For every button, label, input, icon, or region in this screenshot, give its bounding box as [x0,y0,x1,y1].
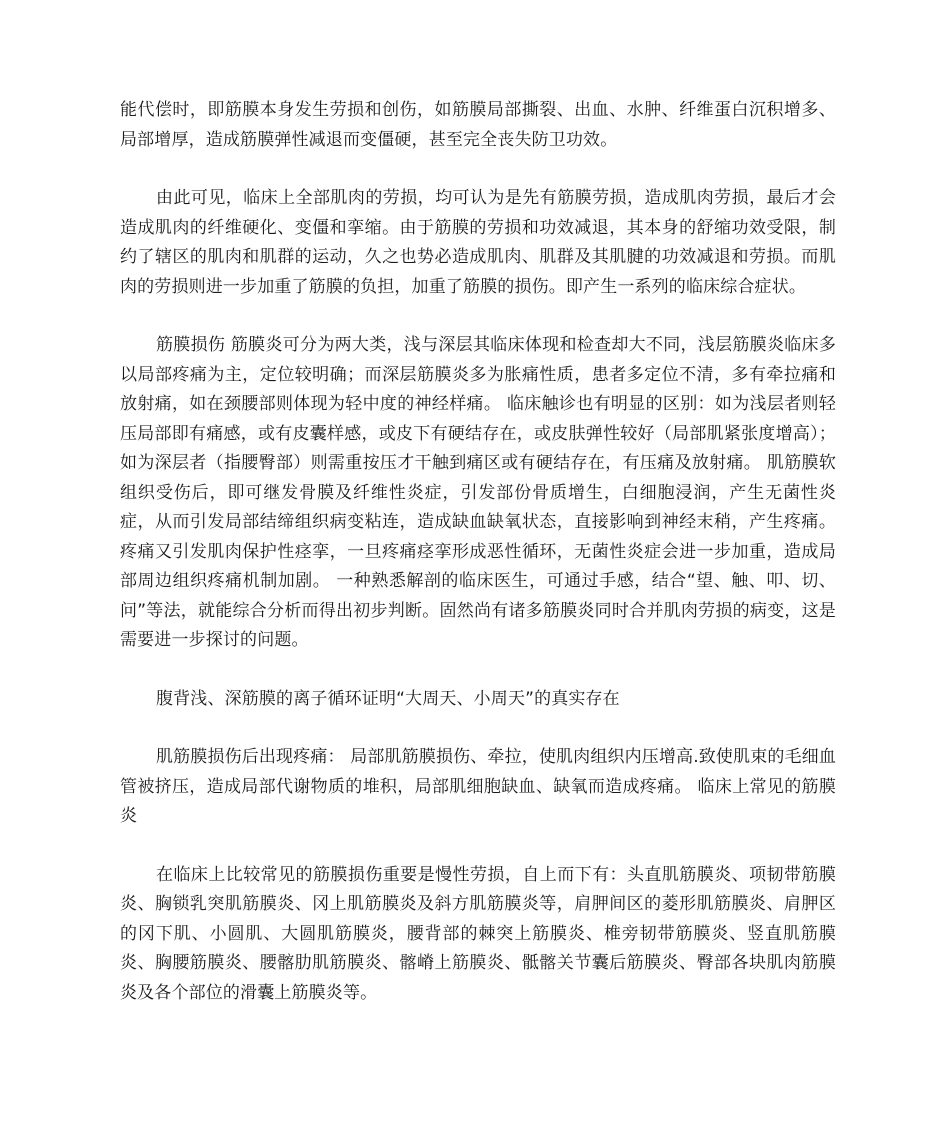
paragraph-clinical-strain: 由此可见，临床上全部肌肉的劳损，均可认为是先有筋膜劳损，造成肌肉劳损，最后才会造成肌肉的纤维硬化、变僵和挛缩。由于筋膜的劳损和功效减退，其本身的舒缩功效受限，制约了辖区的肌肉和肌群的运动，久之也势必造成肌肉、肌群及其肌腱的功效减退和劳损。而肌肉的劳损则进一步加重了筋膜的负担，加重了筋膜的损伤。即产生一系列的临床综合症状。 [120,188,836,297]
paragraph-ion-circulation: 腹背浅、深筋膜的离子循环证明“大周天、小周天”的真实存在 [156,688,620,709]
paragraph-fascia-injury: 筋膜损伤 筋膜炎可分为两大类，浅与深层其临床体现和检查却大不同，浅层筋膜炎临床多以局部疼痛为主，定位较明确；而深层筋膜炎多为胀痛性质，患者多定位不清，多有牵拉痛和放射痛，如在颈腰部则体现为轻中度的神经样痛。 临床触诊也有明显的区别：如为浅层者则轻压局部即有痛感，或有皮囊样感，或皮下有硬结存在，或皮肤弹性较好（局部肌紧张度增高）；如为深层者（指腰臀部）则需重按压才干触到痛区或有硬结存在，有压痛及放射痛。 肌筋膜软组织受伤后，即可继发骨膜及纤维性炎症，引发部份骨质增生，白细胞浸润，产生无菌性炎症，从而引发局部结缔组织病变粘连，造成缺血缺氧状态，直接影响到神经末稍，产生疼痛。疼痛又引发肌肉保护性痉挛，一旦疼痛痉挛形成恶性循环，无菌性炎症会进一步加重，造成局部周边组织疼痛机制加剧。 一种熟悉解剖的临床医生，可通过手感，结合“望、触、叩、切、问”等法，就能综合分析而得出初步判断。固然尚有诸多筋膜炎同时合并肌肉劳损的病变，这是需要进一步探讨的问题。 [120,335,836,650]
paragraph-common-fasciitis: 在临床上比较常见的筋膜损伤重要是慢性劳损，自上而下有：头直肌筋膜炎、项韧带筋膜炎、胸锁乳突肌筋膜炎、冈上肌筋膜炎及斜方肌筋膜炎等，肩胛间区的菱形肌筋膜炎、肩胛区的冈下肌、小圆肌、大圆肌筋膜炎，腰背部的棘突上筋膜炎、椎旁韧带筋膜炎、竖直肌筋膜炎、胸腰筋膜炎、腰髂肋肌筋膜炎、髂嵴上筋膜炎、骶髂关节囊后筋膜炎、臀部各块肌肉筋膜炎及各个部位的滑囊上筋膜炎等。 [120,864,836,1003]
paragraph-pain-after-injury: 肌筋膜损伤后出现疼痛： 局部肌筋膜损伤、牵拉，使肌肉组织内压增高.致使肌束的毛细血管被挤压，造成局部代谢物质的堆积，局部肌细胞缺血、缺氧而造成疼痛。 临床上常见的筋膜炎 [120,747,836,826]
document-page [120,96,836,1037]
paragraph-continuation: 能代偿时，即筋膜本身发生劳损和创伤，如筋膜局部撕裂、出血、水肿、纤维蛋白沉积增多、局部增厚，造成筋膜弹性减退而变僵硬，甚至完全丧失防卫功效。 [120,100,836,150]
